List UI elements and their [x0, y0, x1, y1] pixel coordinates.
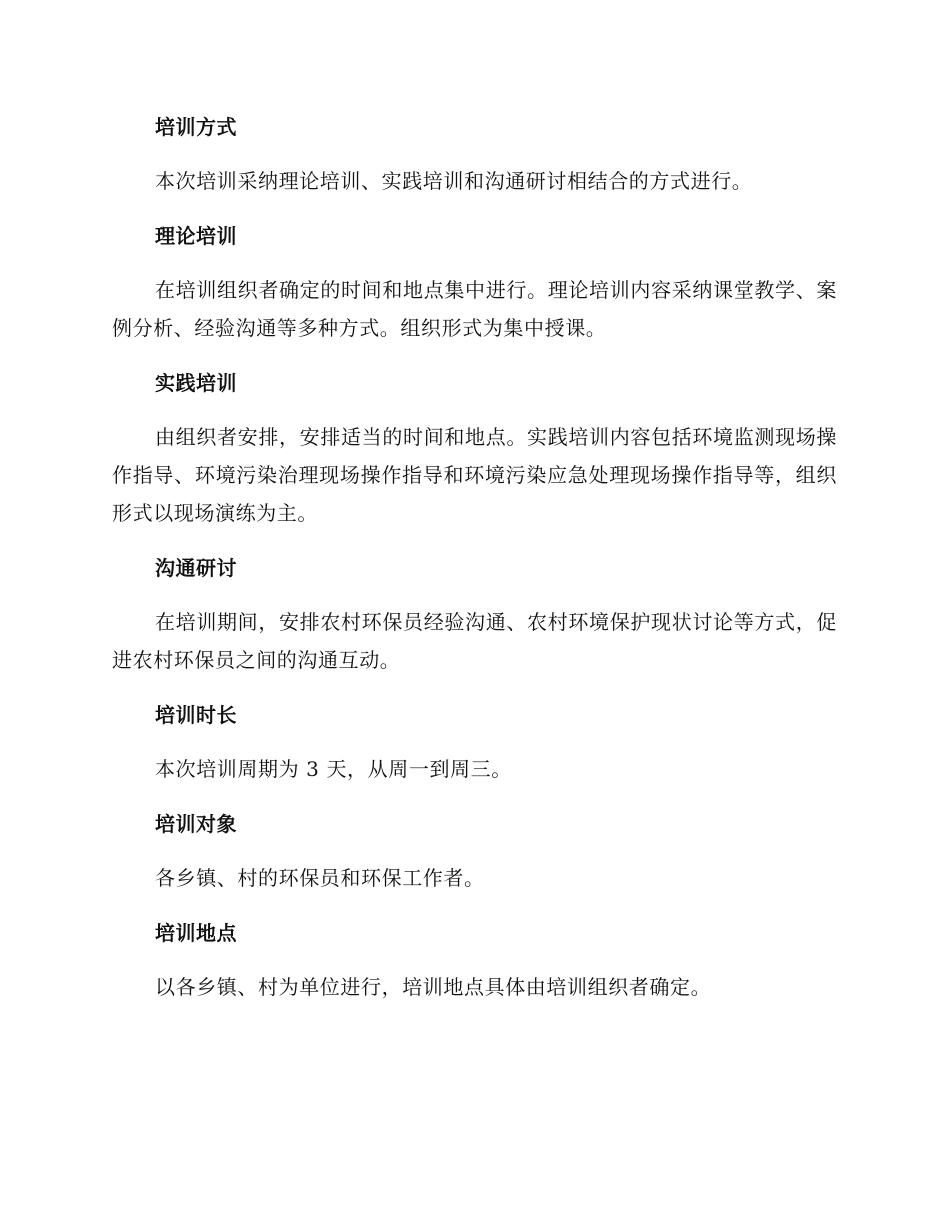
section-body: 本次培训周期为 3 天，从周一到周三。: [155, 757, 512, 781]
section-heading: 理论培训: [155, 224, 237, 248]
section-body: 在培训组织者确定的时间和地点集中进行。理论培训内容采纳课堂教学、案例分析、经验沟通等多种方式。组织形式为集中授课。: [112, 278, 837, 340]
section-communication-discussion: [112, 549, 837, 679]
section-training-audience: [112, 805, 837, 897]
section-body: 由组织者安排，安排适当的时间和地点。实践培训内容包括环境监测现场操作指导、环境污染治理现场操作指导和环境污染应急处理现场操作指导等，组织形式以现场演练为主。: [112, 425, 837, 525]
section-heading: 培训方式: [155, 115, 237, 139]
section-body: 各乡镇、村的环保员和环保工作者。: [155, 866, 485, 890]
section-theory-training: [112, 217, 837, 347]
section-heading: 实践培训: [155, 371, 237, 395]
section-heading: 培训时长: [155, 703, 237, 727]
section-heading: 培训对象: [155, 812, 237, 836]
section-heading: 沟通研讨: [155, 556, 237, 580]
section-training-duration: [112, 696, 837, 788]
section-practice-training: [112, 364, 837, 532]
section-heading: 培训地点: [155, 921, 237, 945]
section-training-location: [112, 914, 837, 1006]
document-page: [112, 108, 837, 1023]
section-body: 以各乡镇、村为单位进行，培训地点具体由培训组织者确定。: [155, 975, 712, 999]
section-training-method: [112, 108, 837, 200]
section-body: 在培训期间，安排农村环保员经验沟通、农村环境保护现状讨论等方式，促进农村环保员之间的沟通互动。: [112, 610, 837, 672]
section-body: 本次培训采纳理论培训、实践培训和沟通研讨相结合的方式进行。: [155, 169, 753, 193]
